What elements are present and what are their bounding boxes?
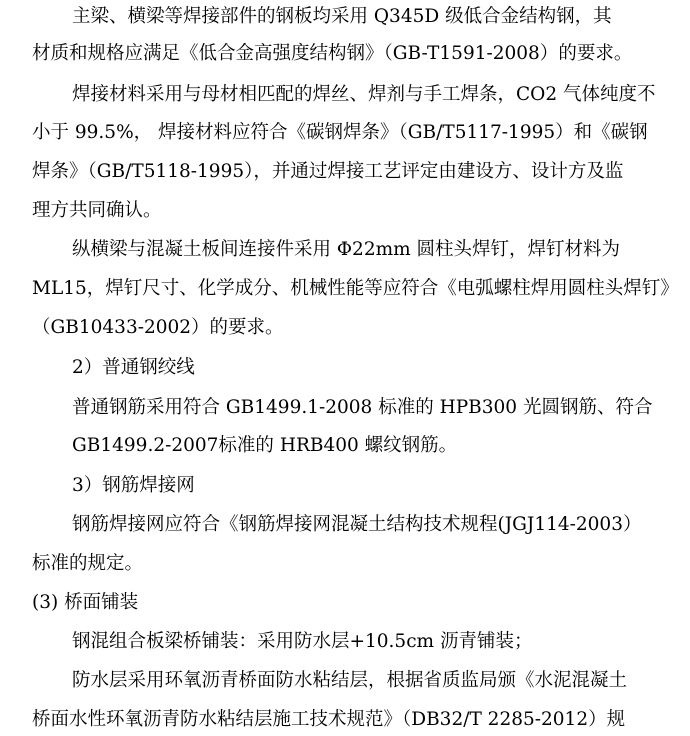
para-steel-line-2: 材质和规格应满足《低合金高强度结构钢》（GB-T1591-2008）的要求。 [32, 43, 633, 64]
para-studs-line-3: （GB10433-2002）的要求。 [32, 317, 284, 338]
para-mesh-line-2: 标准的规定。 [32, 553, 144, 574]
para-mesh-line-1: 钢筋焊接网应符合《钢筋焊接网混凝土结构技术规程(JGJ114-2003） [72, 514, 642, 535]
para-welding-line-4: 理方共同确认。 [32, 200, 162, 221]
para-rebar-line-1: 普通钢筋采用符合 GB1499.1-2008 标准的 HPB300 光圆钢筋、符合 [72, 397, 653, 418]
para-welding-line-3: 焊条》（GB/T5118-1995），并通过焊接工艺评定由建设方、设计方及监 [32, 161, 624, 182]
para-waterproof-line-2: 桥面水性环氧沥青防水粘结层施工技术规范》（DB32/T 2285-2012）规 [32, 709, 626, 730]
para-waterproof-line-1: 防水层采用环氧沥青桥面防水粘结层，根据省质监局颁《水泥混凝土 [72, 670, 628, 691]
para-paving: 钢混组合板梁桥铺装：采用防水层+10.5cm 沥青铺装； [72, 631, 533, 652]
heading-welded-mesh: 3）钢筋焊接网 [72, 475, 195, 496]
para-studs-line-1: 纵横梁与混凝土板间连接件采用 Φ22mm 圆柱头焊钉，焊钉材料为 [72, 239, 621, 260]
para-rebar-line-2: GB1499.2-2007标准的 HRB400 螺纹钢筋。 [72, 435, 458, 456]
heading-deck-paving: (3) 桥面铺装 [32, 592, 139, 613]
para-welding-line-1: 焊接材料采用与母材相匹配的焊丝、焊剂与手工焊条，CO2 气体纯度不 [72, 84, 656, 105]
para-steel-line-1: 主梁、横梁等焊接部件的钢板均采用 Q345D 级低合金结构钢，其 [72, 6, 612, 27]
para-welding-line-2: 小于 99.5%， 焊接材料应符合《碳钢焊条》（GB/T5117-1995）和《碳钢 [32, 122, 648, 143]
heading-ordinary-strand: 2）普通钢绞线 [72, 357, 195, 378]
para-studs-line-2: ML15，焊钉尺寸、化学成分、机械性能等应符合《电弧螺柱焊用圆柱头焊钉》 [32, 278, 679, 299]
